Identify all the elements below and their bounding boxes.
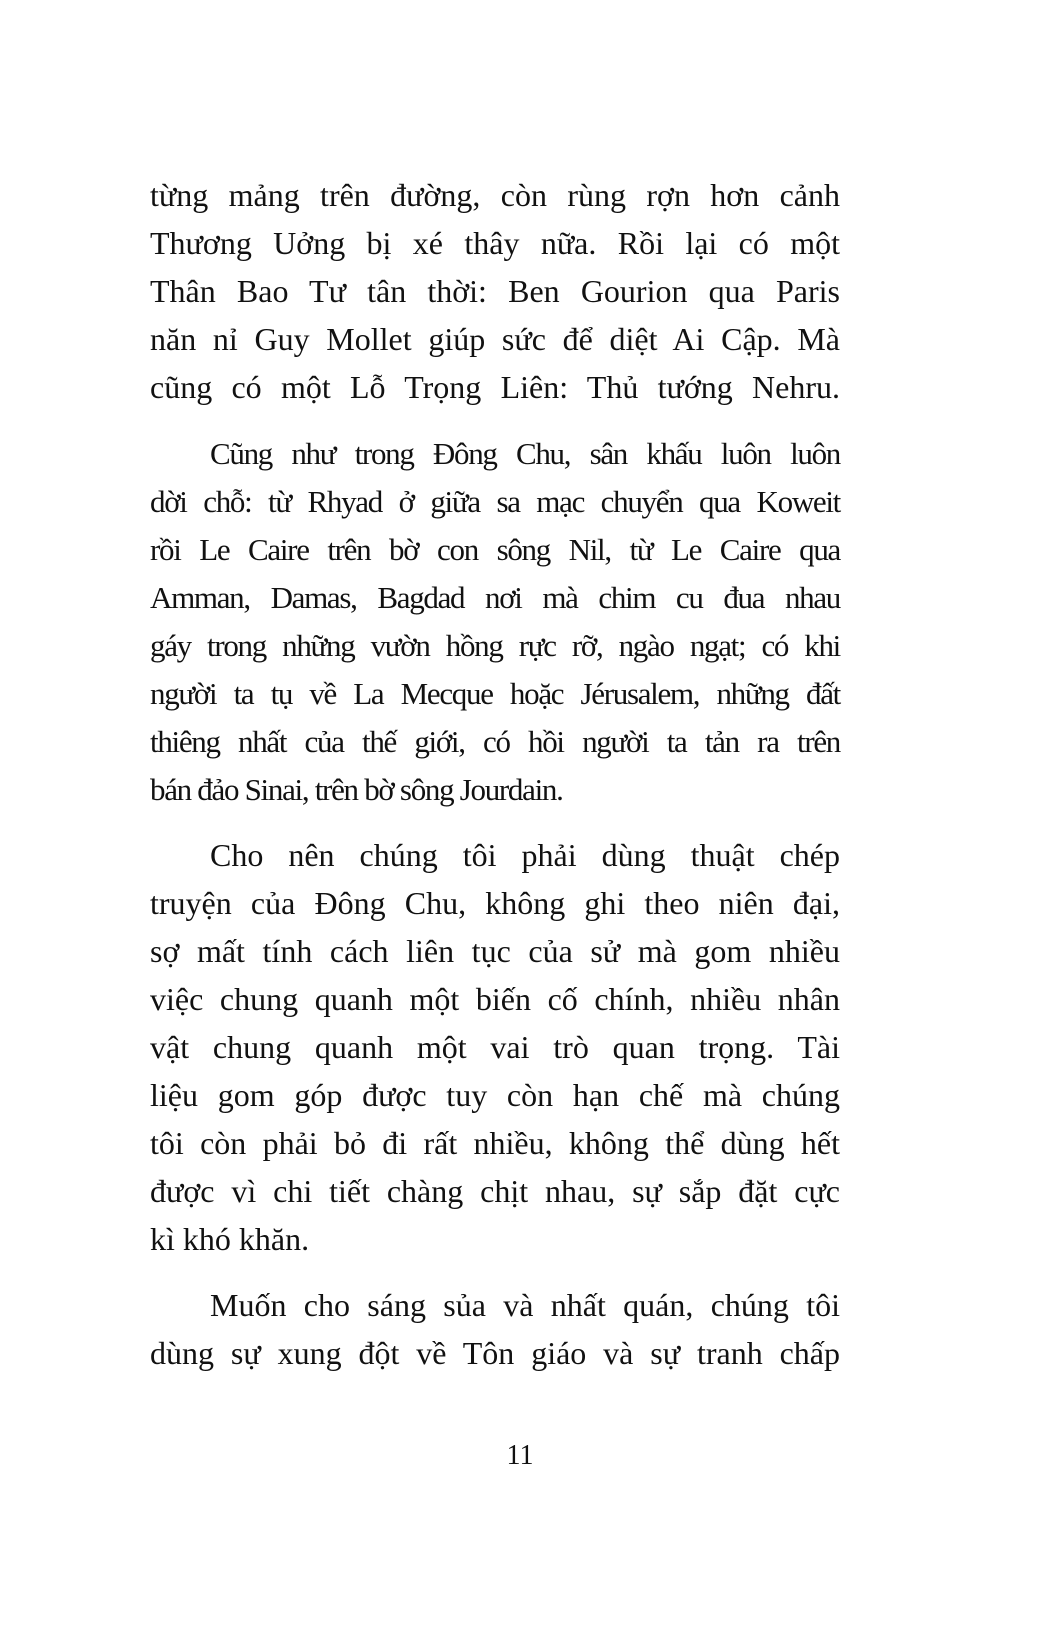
text-line: Cũng như trong Đông Chu, sân khấu luôn luôn bbox=[210, 436, 840, 471]
paragraph-1 bbox=[150, 171, 840, 411]
text-line: từng mảng trên đường, còn rùng rợn hơn cảnh bbox=[150, 177, 840, 213]
paragraph-3 bbox=[150, 831, 840, 1263]
text-line: tôi còn phải bỏ đi rất nhiều, không thể dùng hết bbox=[150, 1125, 840, 1161]
text-line: dùng sự xung đột về Tôn giáo và sự tranh chấp bbox=[150, 1335, 840, 1371]
text-line: bán đảo Sinai, trên bờ sông Jourdain. bbox=[150, 772, 563, 807]
text-line: Amman, Damas, Bagdad nơi mà chim cu đua nhau bbox=[150, 580, 840, 615]
text-line: kì khó khăn. bbox=[150, 1221, 310, 1257]
text-line: sợ mất tính cách liên tục của sử mà gom nhiều bbox=[150, 933, 840, 969]
text-line: năn nỉ Guy Mollet giúp sức để diệt Ai Cập. Mà bbox=[150, 321, 840, 357]
paragraph-4 bbox=[150, 1281, 840, 1377]
text-line: liệu gom góp được tuy còn hạn chế mà chúng bbox=[150, 1077, 840, 1113]
text-line: Muốn cho sáng sủa và nhất quán, chúng tôi bbox=[210, 1287, 840, 1323]
text-line: được vì chi tiết chàng chịt nhau, sự sắp đặt cực bbox=[150, 1173, 840, 1209]
text-line: người ta tụ về La Mecque hoặc Jérusalem, những đất bbox=[150, 676, 840, 711]
text-line: gáy trong những vườn hồng rực rỡ, ngào ngạt; có khi bbox=[150, 628, 840, 663]
text-line: cũng có một Lỗ Trọng Liên: Thủ tướng Nehru. bbox=[150, 369, 840, 405]
text-line: Cho nên chúng tôi phải dùng thuật chép bbox=[210, 837, 840, 873]
text-line: rồi Le Caire trên bờ con sông Nil, từ Le Caire qua bbox=[150, 532, 840, 567]
text-line: thiêng nhất của thế giới, có hồi người ta tản ra trên bbox=[150, 724, 840, 759]
text-line: Thương Uởng bị xé thây nữa. Rồi lại có một bbox=[150, 225, 840, 261]
page-number: 11 bbox=[506, 1440, 534, 1471]
text-line: truyện của Đông Chu, không ghi theo niên đại, bbox=[150, 885, 840, 921]
text-line: Thân Bao Tư tân thời: Ben Gourion qua Paris bbox=[150, 273, 840, 309]
text-line: vật chung quanh một vai trò quan trọng. Tài bbox=[150, 1029, 840, 1065]
paragraph-2 bbox=[150, 430, 840, 814]
text-line: việc chung quanh một biến cố chính, nhiều nhân bbox=[150, 981, 840, 1017]
text-line: dời chỗ: từ Rhyad ở giữa sa mạc chuyển qua Koweit bbox=[150, 484, 840, 519]
